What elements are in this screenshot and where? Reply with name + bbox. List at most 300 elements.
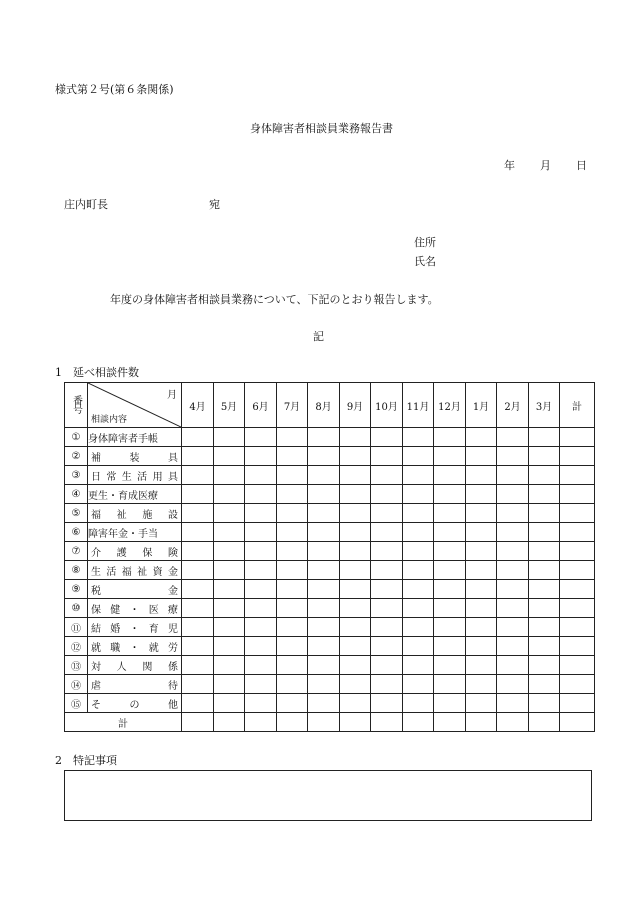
- count-cell[interactable]: [308, 523, 340, 542]
- count-cell[interactable]: [371, 561, 403, 580]
- count-cell[interactable]: [308, 542, 340, 561]
- count-cell[interactable]: [529, 561, 560, 580]
- count-cell[interactable]: [308, 447, 340, 466]
- count-cell[interactable]: [529, 466, 560, 485]
- count-cell[interactable]: [371, 656, 403, 675]
- row-item-char: 日: [91, 471, 101, 483]
- count-cell[interactable]: [403, 485, 434, 504]
- count-cell[interactable]: [214, 599, 245, 618]
- count-cell[interactable]: [245, 523, 277, 542]
- row-total-cell[interactable]: [560, 542, 595, 561]
- count-cell[interactable]: [277, 618, 308, 637]
- count-cell[interactable]: [434, 504, 466, 523]
- count-cell[interactable]: [182, 542, 214, 561]
- count-cell[interactable]: [182, 580, 214, 599]
- count-cell[interactable]: [277, 656, 308, 675]
- table-row: [65, 656, 595, 675]
- count-cell[interactable]: [214, 447, 245, 466]
- month-header: 6月: [245, 383, 277, 428]
- count-cell[interactable]: [182, 428, 214, 447]
- count-cell[interactable]: [497, 656, 529, 675]
- row-number: ②: [65, 447, 88, 466]
- row-number: ⑬: [65, 656, 88, 675]
- row-item: 障害年金・手当: [88, 523, 182, 542]
- count-cell[interactable]: [371, 694, 403, 713]
- row-item-char: 療: [168, 604, 178, 616]
- count-cell[interactable]: [466, 542, 497, 561]
- section2-heading: 2 特記事項: [55, 754, 117, 767]
- count-cell[interactable]: [340, 618, 371, 637]
- count-cell[interactable]: [245, 485, 277, 504]
- row-item-char: 活: [106, 566, 117, 578]
- row-number: ⑧: [65, 561, 88, 580]
- count-cell[interactable]: [308, 428, 340, 447]
- section1-heading: 1 延べ相談件数: [55, 366, 139, 379]
- row-number: ⑥: [65, 523, 88, 542]
- count-cell[interactable]: [403, 637, 434, 656]
- total-count-cell[interactable]: [371, 713, 403, 732]
- count-cell[interactable]: [466, 599, 497, 618]
- table-row: [65, 599, 595, 618]
- count-cell[interactable]: [529, 580, 560, 599]
- count-cell[interactable]: [340, 561, 371, 580]
- count-cell[interactable]: [371, 504, 403, 523]
- count-cell[interactable]: [245, 447, 277, 466]
- total-count-cell[interactable]: [529, 713, 560, 732]
- count-cell[interactable]: [434, 561, 466, 580]
- count-cell[interactable]: [403, 542, 434, 561]
- count-cell[interactable]: [466, 637, 497, 656]
- count-cell[interactable]: [308, 580, 340, 599]
- count-cell[interactable]: [214, 580, 245, 599]
- month-header: 8月: [308, 383, 340, 428]
- row-number: ⑮: [65, 694, 88, 713]
- count-cell[interactable]: [529, 694, 560, 713]
- table-row: [65, 618, 595, 637]
- count-cell[interactable]: [340, 637, 371, 656]
- count-cell[interactable]: [214, 675, 245, 694]
- count-cell[interactable]: [308, 561, 340, 580]
- row-total-cell[interactable]: [560, 428, 595, 447]
- diagonal-header-cell: [88, 383, 182, 428]
- count-cell[interactable]: [182, 656, 214, 675]
- count-cell[interactable]: [497, 675, 529, 694]
- count-cell[interactable]: [182, 599, 214, 618]
- row-item-char: 活: [137, 471, 148, 483]
- row-item-spread: [88, 696, 181, 711]
- count-cell[interactable]: [466, 485, 497, 504]
- count-cell[interactable]: [403, 561, 434, 580]
- count-cell[interactable]: [529, 637, 560, 656]
- count-cell[interactable]: [434, 542, 466, 561]
- row-total-cell[interactable]: [560, 504, 595, 523]
- row-item-char: 設: [167, 509, 178, 521]
- count-cell[interactable]: [403, 580, 434, 599]
- count-cell[interactable]: [403, 618, 434, 637]
- total-count-cell[interactable]: [340, 713, 371, 732]
- row-item-spread: [88, 449, 181, 464]
- count-cell[interactable]: [277, 694, 308, 713]
- count-cell[interactable]: [497, 694, 529, 713]
- row-item: [88, 675, 182, 694]
- row-item: 更生・育成医療: [88, 485, 182, 504]
- count-cell[interactable]: [529, 428, 560, 447]
- count-cell[interactable]: [214, 618, 245, 637]
- count-cell[interactable]: [340, 580, 371, 599]
- row-total-cell[interactable]: [560, 466, 595, 485]
- row-item-char: 虐: [91, 680, 101, 692]
- count-cell[interactable]: [434, 637, 466, 656]
- count-cell[interactable]: [182, 485, 214, 504]
- count-cell[interactable]: [245, 656, 277, 675]
- row-item-char: 児: [168, 623, 178, 635]
- row-item: [88, 618, 182, 637]
- count-cell[interactable]: [340, 656, 371, 675]
- row-item-char: 婚: [110, 623, 121, 635]
- count-cell[interactable]: [182, 694, 214, 713]
- count-cell[interactable]: [434, 618, 466, 637]
- count-cell[interactable]: [529, 447, 560, 466]
- count-cell[interactable]: [497, 618, 529, 637]
- count-cell[interactable]: [277, 580, 308, 599]
- count-cell[interactable]: [245, 504, 277, 523]
- row-item-char: 保: [142, 547, 153, 559]
- count-cell[interactable]: [371, 637, 403, 656]
- count-cell[interactable]: [245, 428, 277, 447]
- row-number: ⑭: [65, 675, 88, 694]
- row-item-char: 保: [91, 604, 101, 616]
- row-item-char: 就: [91, 642, 101, 654]
- row-total-cell[interactable]: [560, 656, 595, 675]
- count-cell[interactable]: [245, 694, 277, 713]
- count-cell[interactable]: [245, 618, 277, 637]
- count-cell[interactable]: [371, 618, 403, 637]
- date-month: 月: [540, 159, 551, 172]
- count-cell[interactable]: [277, 466, 308, 485]
- count-cell[interactable]: [182, 637, 214, 656]
- total-count-cell[interactable]: [434, 713, 466, 732]
- row-item-spread: [88, 563, 181, 578]
- count-cell[interactable]: [466, 447, 497, 466]
- row-total-cell[interactable]: [560, 618, 595, 637]
- count-cell[interactable]: [529, 618, 560, 637]
- row-total-cell[interactable]: [560, 580, 595, 599]
- count-cell[interactable]: [497, 428, 529, 447]
- count-cell[interactable]: [214, 428, 245, 447]
- document-title: 身体障害者相談員業務報告書: [250, 122, 393, 135]
- count-cell[interactable]: [466, 466, 497, 485]
- row-item-char: 補: [91, 452, 101, 464]
- row-item-char: ・: [129, 623, 140, 635]
- count-cell[interactable]: [466, 561, 497, 580]
- count-cell[interactable]: [214, 656, 245, 675]
- count-cell[interactable]: [466, 675, 497, 694]
- count-cell[interactable]: [466, 428, 497, 447]
- count-cell[interactable]: [214, 485, 245, 504]
- row-item-char: 他: [168, 699, 178, 711]
- row-item-spread: [88, 620, 181, 635]
- count-cell[interactable]: [497, 466, 529, 485]
- count-cell[interactable]: [182, 675, 214, 694]
- row-total-cell[interactable]: [560, 637, 595, 656]
- count-cell[interactable]: [434, 580, 466, 599]
- count-cell[interactable]: [277, 485, 308, 504]
- count-cell[interactable]: [529, 599, 560, 618]
- count-cell[interactable]: [403, 428, 434, 447]
- count-cell[interactable]: [214, 561, 245, 580]
- count-cell[interactable]: [245, 580, 277, 599]
- count-cell[interactable]: [340, 466, 371, 485]
- month-header: 2月: [497, 383, 529, 428]
- count-cell[interactable]: [340, 523, 371, 542]
- count-cell[interactable]: [277, 542, 308, 561]
- count-cell[interactable]: [371, 447, 403, 466]
- consultation-count-table: [64, 382, 595, 732]
- count-cell[interactable]: [371, 466, 403, 485]
- row-item-char: 福: [91, 509, 101, 521]
- row-item-char: 介: [91, 547, 101, 559]
- count-cell[interactable]: [371, 580, 403, 599]
- count-cell[interactable]: [403, 694, 434, 713]
- date-line: [504, 157, 587, 173]
- month-header: 7月: [277, 383, 308, 428]
- count-cell[interactable]: [497, 599, 529, 618]
- count-cell[interactable]: [403, 523, 434, 542]
- row-total-cell[interactable]: [560, 561, 595, 580]
- count-cell[interactable]: [214, 523, 245, 542]
- special-notes-box[interactable]: [64, 770, 592, 821]
- count-cell[interactable]: [245, 599, 277, 618]
- count-cell[interactable]: [340, 675, 371, 694]
- count-cell[interactable]: [466, 656, 497, 675]
- row-total-cell[interactable]: [560, 447, 595, 466]
- row-item-char: 職: [110, 642, 121, 654]
- row-total-cell[interactable]: [560, 485, 595, 504]
- count-cell[interactable]: [466, 618, 497, 637]
- count-cell[interactable]: [308, 637, 340, 656]
- count-cell[interactable]: [497, 561, 529, 580]
- row-item-char: 常: [106, 471, 117, 483]
- count-cell[interactable]: [529, 523, 560, 542]
- count-cell[interactable]: [497, 580, 529, 599]
- table-row: [65, 675, 595, 694]
- count-cell[interactable]: [214, 694, 245, 713]
- count-cell[interactable]: [340, 504, 371, 523]
- count-cell[interactable]: [466, 694, 497, 713]
- total-column-header: 計: [560, 383, 595, 428]
- count-cell[interactable]: [529, 485, 560, 504]
- row-item-char: 育: [148, 623, 159, 635]
- row-number: ④: [65, 485, 88, 504]
- count-cell[interactable]: [214, 637, 245, 656]
- row-number: ⑪: [65, 618, 88, 637]
- sender-name-label: 氏名: [414, 255, 436, 268]
- total-count-cell[interactable]: [497, 713, 529, 732]
- count-cell[interactable]: [245, 542, 277, 561]
- count-cell[interactable]: [403, 504, 434, 523]
- count-cell[interactable]: [434, 466, 466, 485]
- row-total-cell[interactable]: [560, 694, 595, 713]
- row-item-char: そ: [91, 699, 101, 711]
- row-item-char: 就: [148, 642, 159, 654]
- count-cell[interactable]: [277, 637, 308, 656]
- count-cell[interactable]: [371, 542, 403, 561]
- count-cell[interactable]: [497, 447, 529, 466]
- count-cell[interactable]: [466, 504, 497, 523]
- count-cell[interactable]: [277, 561, 308, 580]
- count-cell[interactable]: [245, 675, 277, 694]
- count-cell[interactable]: [277, 504, 308, 523]
- count-cell[interactable]: [340, 428, 371, 447]
- count-cell[interactable]: [403, 675, 434, 694]
- total-count-cell[interactable]: [214, 713, 245, 732]
- row-item: [88, 656, 182, 675]
- count-cell[interactable]: [466, 523, 497, 542]
- count-cell[interactable]: [182, 561, 214, 580]
- count-cell[interactable]: [403, 599, 434, 618]
- count-cell[interactable]: [277, 447, 308, 466]
- number-header-text: 番号: [70, 394, 82, 413]
- count-cell[interactable]: [497, 637, 529, 656]
- count-cell[interactable]: [308, 694, 340, 713]
- count-cell[interactable]: [277, 523, 308, 542]
- count-cell[interactable]: [277, 428, 308, 447]
- count-cell[interactable]: [340, 599, 371, 618]
- row-item-char: 医: [148, 604, 159, 616]
- row-number: ⑩: [65, 599, 88, 618]
- row-number: ③: [65, 466, 88, 485]
- total-count-cell[interactable]: [277, 713, 308, 732]
- row-item-char: ・: [129, 604, 140, 616]
- month-header: 9月: [340, 383, 371, 428]
- count-cell[interactable]: [529, 542, 560, 561]
- count-cell[interactable]: [308, 504, 340, 523]
- count-cell[interactable]: [308, 675, 340, 694]
- row-item-char: 福: [121, 566, 132, 578]
- count-cell[interactable]: [371, 675, 403, 694]
- grand-total-cell[interactable]: [560, 713, 595, 732]
- row-item-spread: [88, 506, 181, 521]
- count-cell[interactable]: [529, 656, 560, 675]
- count-cell[interactable]: [245, 466, 277, 485]
- count-cell[interactable]: [497, 523, 529, 542]
- count-cell[interactable]: [277, 675, 308, 694]
- count-cell[interactable]: [340, 485, 371, 504]
- row-item-char: 結: [91, 623, 101, 635]
- date-day: 日: [576, 159, 587, 172]
- addressee-name: 庄内町長: [64, 198, 108, 211]
- count-cell[interactable]: [371, 428, 403, 447]
- sender-address-label: 住所: [414, 236, 436, 249]
- count-cell[interactable]: [371, 599, 403, 618]
- count-cell[interactable]: [214, 466, 245, 485]
- count-cell[interactable]: [340, 542, 371, 561]
- count-cell[interactable]: [182, 447, 214, 466]
- number-column-header: [65, 383, 88, 428]
- total-count-cell[interactable]: [182, 713, 214, 732]
- row-item-char: 金: [168, 585, 178, 597]
- table-header-row: [65, 383, 595, 428]
- table-row: [65, 504, 595, 523]
- row-item: [88, 542, 182, 561]
- count-cell[interactable]: [308, 618, 340, 637]
- row-item-spread: [88, 601, 181, 616]
- count-cell[interactable]: [182, 466, 214, 485]
- count-cell[interactable]: [434, 599, 466, 618]
- row-item-char: 待: [168, 680, 178, 692]
- row-total-cell[interactable]: [560, 599, 595, 618]
- total-count-cell[interactable]: [403, 713, 434, 732]
- count-cell[interactable]: [182, 618, 214, 637]
- count-cell[interactable]: [308, 599, 340, 618]
- row-number: ⑨: [65, 580, 88, 599]
- count-cell[interactable]: [403, 447, 434, 466]
- count-cell[interactable]: [371, 485, 403, 504]
- count-cell[interactable]: [371, 523, 403, 542]
- count-cell[interactable]: [182, 523, 214, 542]
- count-cell[interactable]: [245, 637, 277, 656]
- row-item: [88, 599, 182, 618]
- row-item-char: 労: [168, 642, 178, 654]
- count-cell[interactable]: [403, 656, 434, 675]
- row-total-cell[interactable]: [560, 523, 595, 542]
- count-cell[interactable]: [434, 447, 466, 466]
- total-count-cell[interactable]: [308, 713, 340, 732]
- row-total-cell[interactable]: [560, 675, 595, 694]
- month-header: 1月: [466, 383, 497, 428]
- count-cell[interactable]: [497, 542, 529, 561]
- count-cell[interactable]: [434, 485, 466, 504]
- row-item-spread: [88, 468, 181, 483]
- total-count-cell[interactable]: [245, 713, 277, 732]
- count-cell[interactable]: [214, 542, 245, 561]
- row-item: [88, 637, 182, 656]
- count-cell[interactable]: [182, 504, 214, 523]
- total-count-cell[interactable]: [466, 713, 497, 732]
- count-cell[interactable]: [434, 694, 466, 713]
- count-cell[interactable]: [245, 561, 277, 580]
- count-cell[interactable]: [466, 580, 497, 599]
- count-cell[interactable]: [497, 504, 529, 523]
- table-row: [65, 542, 595, 561]
- row-item-spread: [88, 658, 181, 673]
- count-cell[interactable]: [277, 599, 308, 618]
- count-cell[interactable]: [434, 675, 466, 694]
- row-item-char: 人: [116, 661, 127, 673]
- count-cell[interactable]: [434, 656, 466, 675]
- row-item-char: 対: [91, 661, 101, 673]
- count-cell[interactable]: [340, 694, 371, 713]
- count-cell[interactable]: [308, 485, 340, 504]
- count-cell[interactable]: [340, 447, 371, 466]
- row-item-char: 係: [167, 661, 178, 673]
- count-cell[interactable]: [529, 504, 560, 523]
- row-item: [88, 580, 182, 599]
- count-cell[interactable]: [308, 656, 340, 675]
- count-cell[interactable]: [308, 466, 340, 485]
- ki-mark: 記: [313, 330, 324, 343]
- count-cell[interactable]: [434, 428, 466, 447]
- count-cell[interactable]: [434, 523, 466, 542]
- form-number: 様式第２号(第６条関係): [55, 83, 174, 96]
- row-item-spread: [88, 639, 181, 654]
- count-cell[interactable]: [529, 675, 560, 694]
- count-cell[interactable]: [214, 504, 245, 523]
- count-cell[interactable]: [403, 466, 434, 485]
- count-cell[interactable]: [497, 485, 529, 504]
- row-item-char: 金: [167, 566, 178, 578]
- table-row: [65, 485, 595, 504]
